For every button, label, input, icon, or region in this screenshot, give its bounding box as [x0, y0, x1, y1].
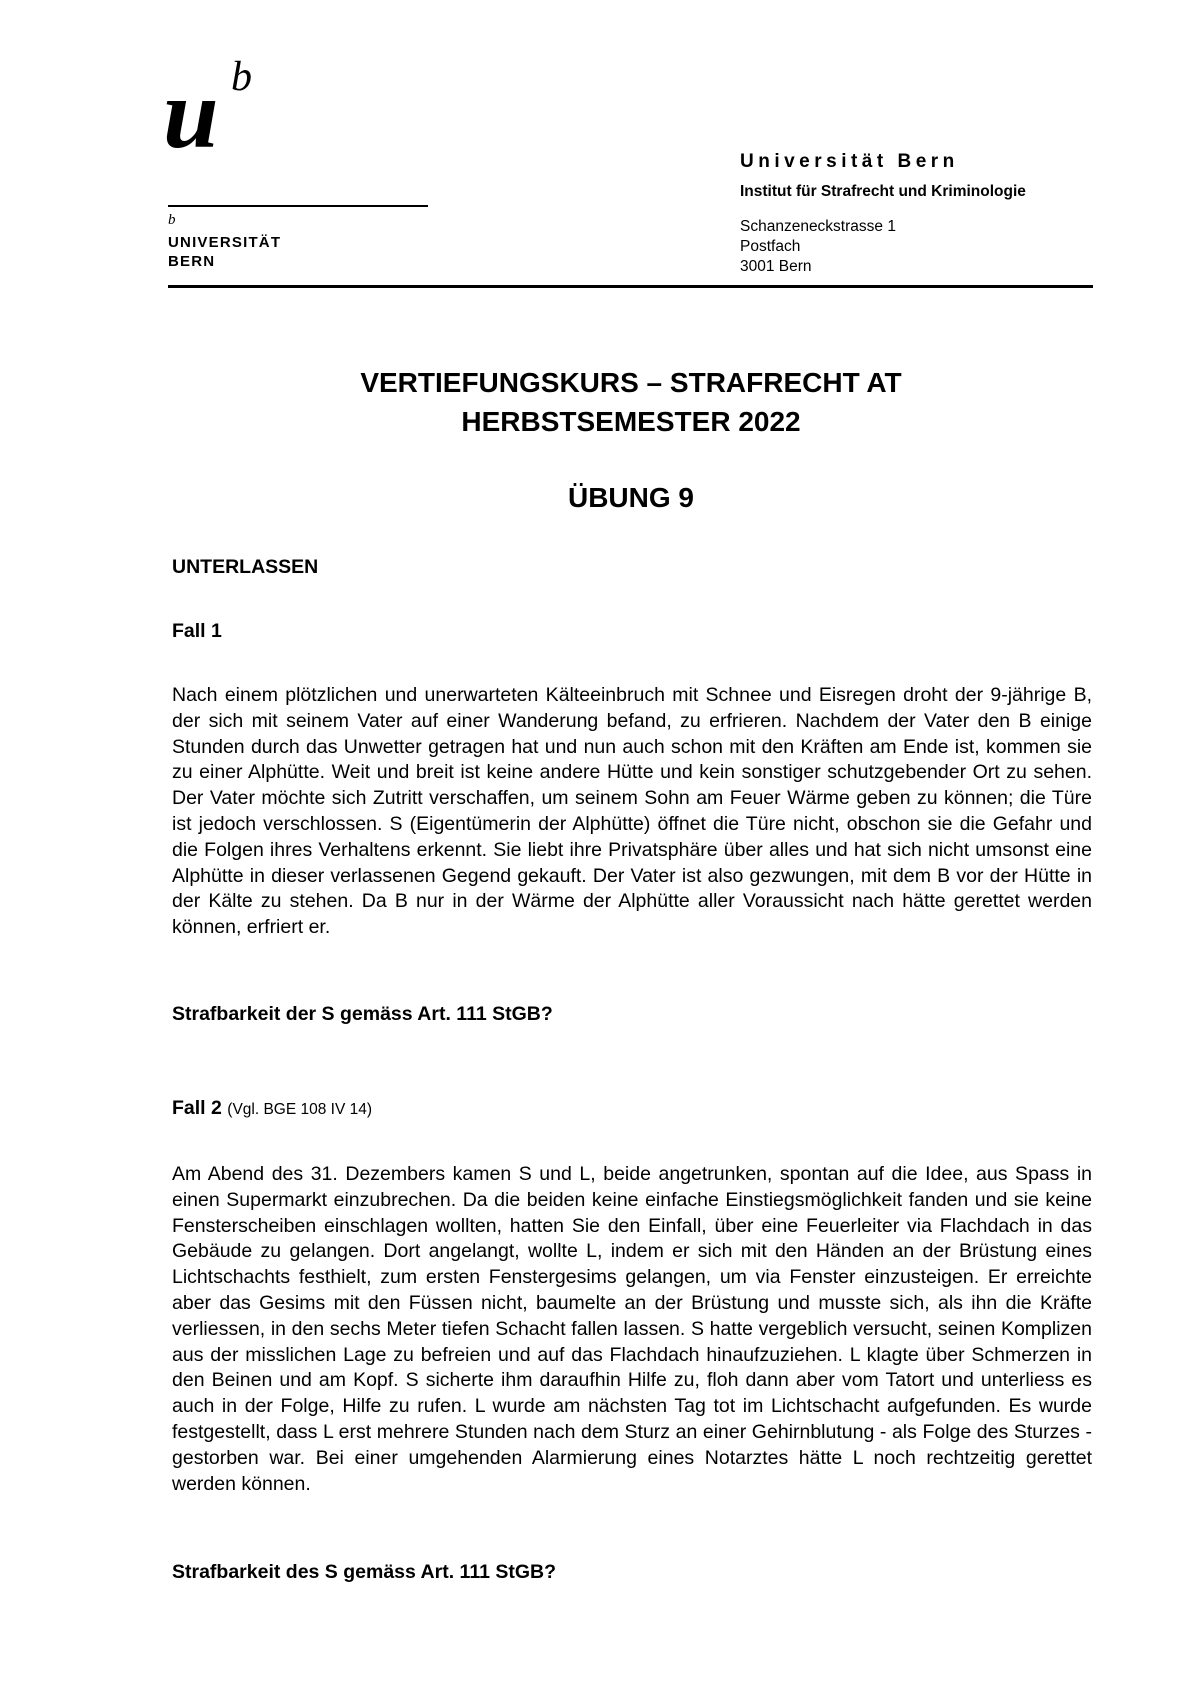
institution-address: [740, 217, 1026, 277]
case-2-question: Strafbarkeit des S gemäss Art. 111 StGB?: [172, 1561, 557, 1583]
exercise-title: ÜBUNG 9: [567, 482, 694, 513]
case-1-question: Strafbarkeit der S gemäss Art. 111 StGB?: [172, 1003, 553, 1025]
title-course: VERTIEFUNGSKURS – STRAFRECHT AT: [360, 367, 902, 398]
case-2-text: Am Abend des 31. Dezembers kamen S und L, beide angetrunken, spontan auf die Idee, aus Spass in einen Supermarkt einzubrechen. Da die beiden keine einfache Einstiegsmöglichkeit fanden und sie keine Fensterscheiben einschlagen wollten, hatten Sie den Einfall, über eine Feuerleiter via Flachdach in das Gebäude zu gelangen. Dort angelangt, wollte L, indem er sich mit den Händen an der Brüstung eines Lichtschachts festhielt, zum ersten Fenstergesims gelangen, um via Fenster einzusteigen. Er erreichte aber das Gesims mit den Füssen nicht, baumelte an der Brüstung und musste sich, als ihn die Kräfte verliessen, in den sechs Meter tiefen Schacht fallen lassen. S hatte vergeblich versucht, seinen Komplizen aus der misslichen Lage zu befreien und auf das Flachdach hinaufzuziehen. L klagte über Schmerzen in den Beinen und am Kopf. S sicherte ihm daraufhin Hilfe zu, floh dann aber vom Tatort und unterliess es auch in der Folge, Hilfe zu rufen. L wurde am nächsten Tag tot im Lichtschacht aufgefunden. Es wurde festgestellt, dass L erst mehrere Stunden nach dem Sturz an einer Gehirnblutung - als Folge des Sturzes - gestorben war. Bei einer umgehenden Alarmierung eines Notarztes hätte L noch rechtzeitig gerettet werden können.: [172, 1163, 1092, 1495]
logo-small-b: b: [168, 212, 176, 228]
logo-letter-u: u: [163, 58, 219, 169]
logo-wordmark-line2: BERN: [168, 253, 216, 270]
case-2-reference: (Vgl. BGE 108 IV 14): [227, 1101, 373, 1118]
logo-wordmark: [168, 233, 281, 271]
logo-divider: [168, 205, 428, 207]
title-semester: HERBSTSEMESTER 2022: [461, 406, 801, 437]
header-divider: [168, 285, 1093, 288]
institution-block: [740, 150, 1026, 277]
logo-wordmark-line1: UNIVERSITÄT: [168, 234, 282, 251]
case-2-heading: [172, 1096, 372, 1122]
case-1-text: Nach einem plötzlichen und unerwarteten Kälteeinbruch mit Schnee und Eisregen droht der 9-jährige B, der sich mit seinem Vater auf einer Wanderung befand, zu erfrieren. Nachdem der Vater den B einige Stunden durch das Unwetter getragen hat und nun auch schon mit den Kräften am Ende ist, kommen sie zu einer Alphütte. Weit und breit ist keine andere Hütte und kein sonstiger schutzgebender Ort zu sehen. Der Vater möchte sich Zutritt verschaffen, um seinem Sohn am Feuer Wärme geben zu können; die Türe ist jedoch verschlossen. S (Eigentümerin der Alphütte) öffnet die Türe nicht, obschon sie die Gefahr und die Folgen ihres Verhaltens erkennt. Sie liebt ihre Privatsphäre über alles und hat sich nicht umsonst eine Alphütte in dieser verlassenen Gegend gekauft. Der Vater ist also gezwungen, mit dem B vor der Hütte in der Kälte zu stehen. Da B nur in der Wärme der Alphütte aller Voraussicht nach hätte gerettet werden können, erfriert er.: [172, 684, 1092, 939]
case-2-title: Fall 2: [172, 1097, 222, 1119]
university-logo-mark: [163, 54, 273, 169]
address-postbox: Postfach: [740, 238, 801, 255]
topic-heading: UNTERLASSEN: [172, 556, 319, 578]
address-street: Schanzeneckstrasse 1: [740, 218, 896, 235]
case-1-heading: [172, 619, 222, 643]
document-title: [0, 363, 1200, 441]
university-name: Universität Bern: [740, 151, 959, 172]
institute-name: Institut für Strafrecht und Kriminologie: [740, 183, 1026, 200]
case-1-title: Fall 1: [172, 620, 222, 642]
logo-letter-b: b: [231, 54, 252, 100]
address-city: 3001 Bern: [740, 258, 812, 275]
